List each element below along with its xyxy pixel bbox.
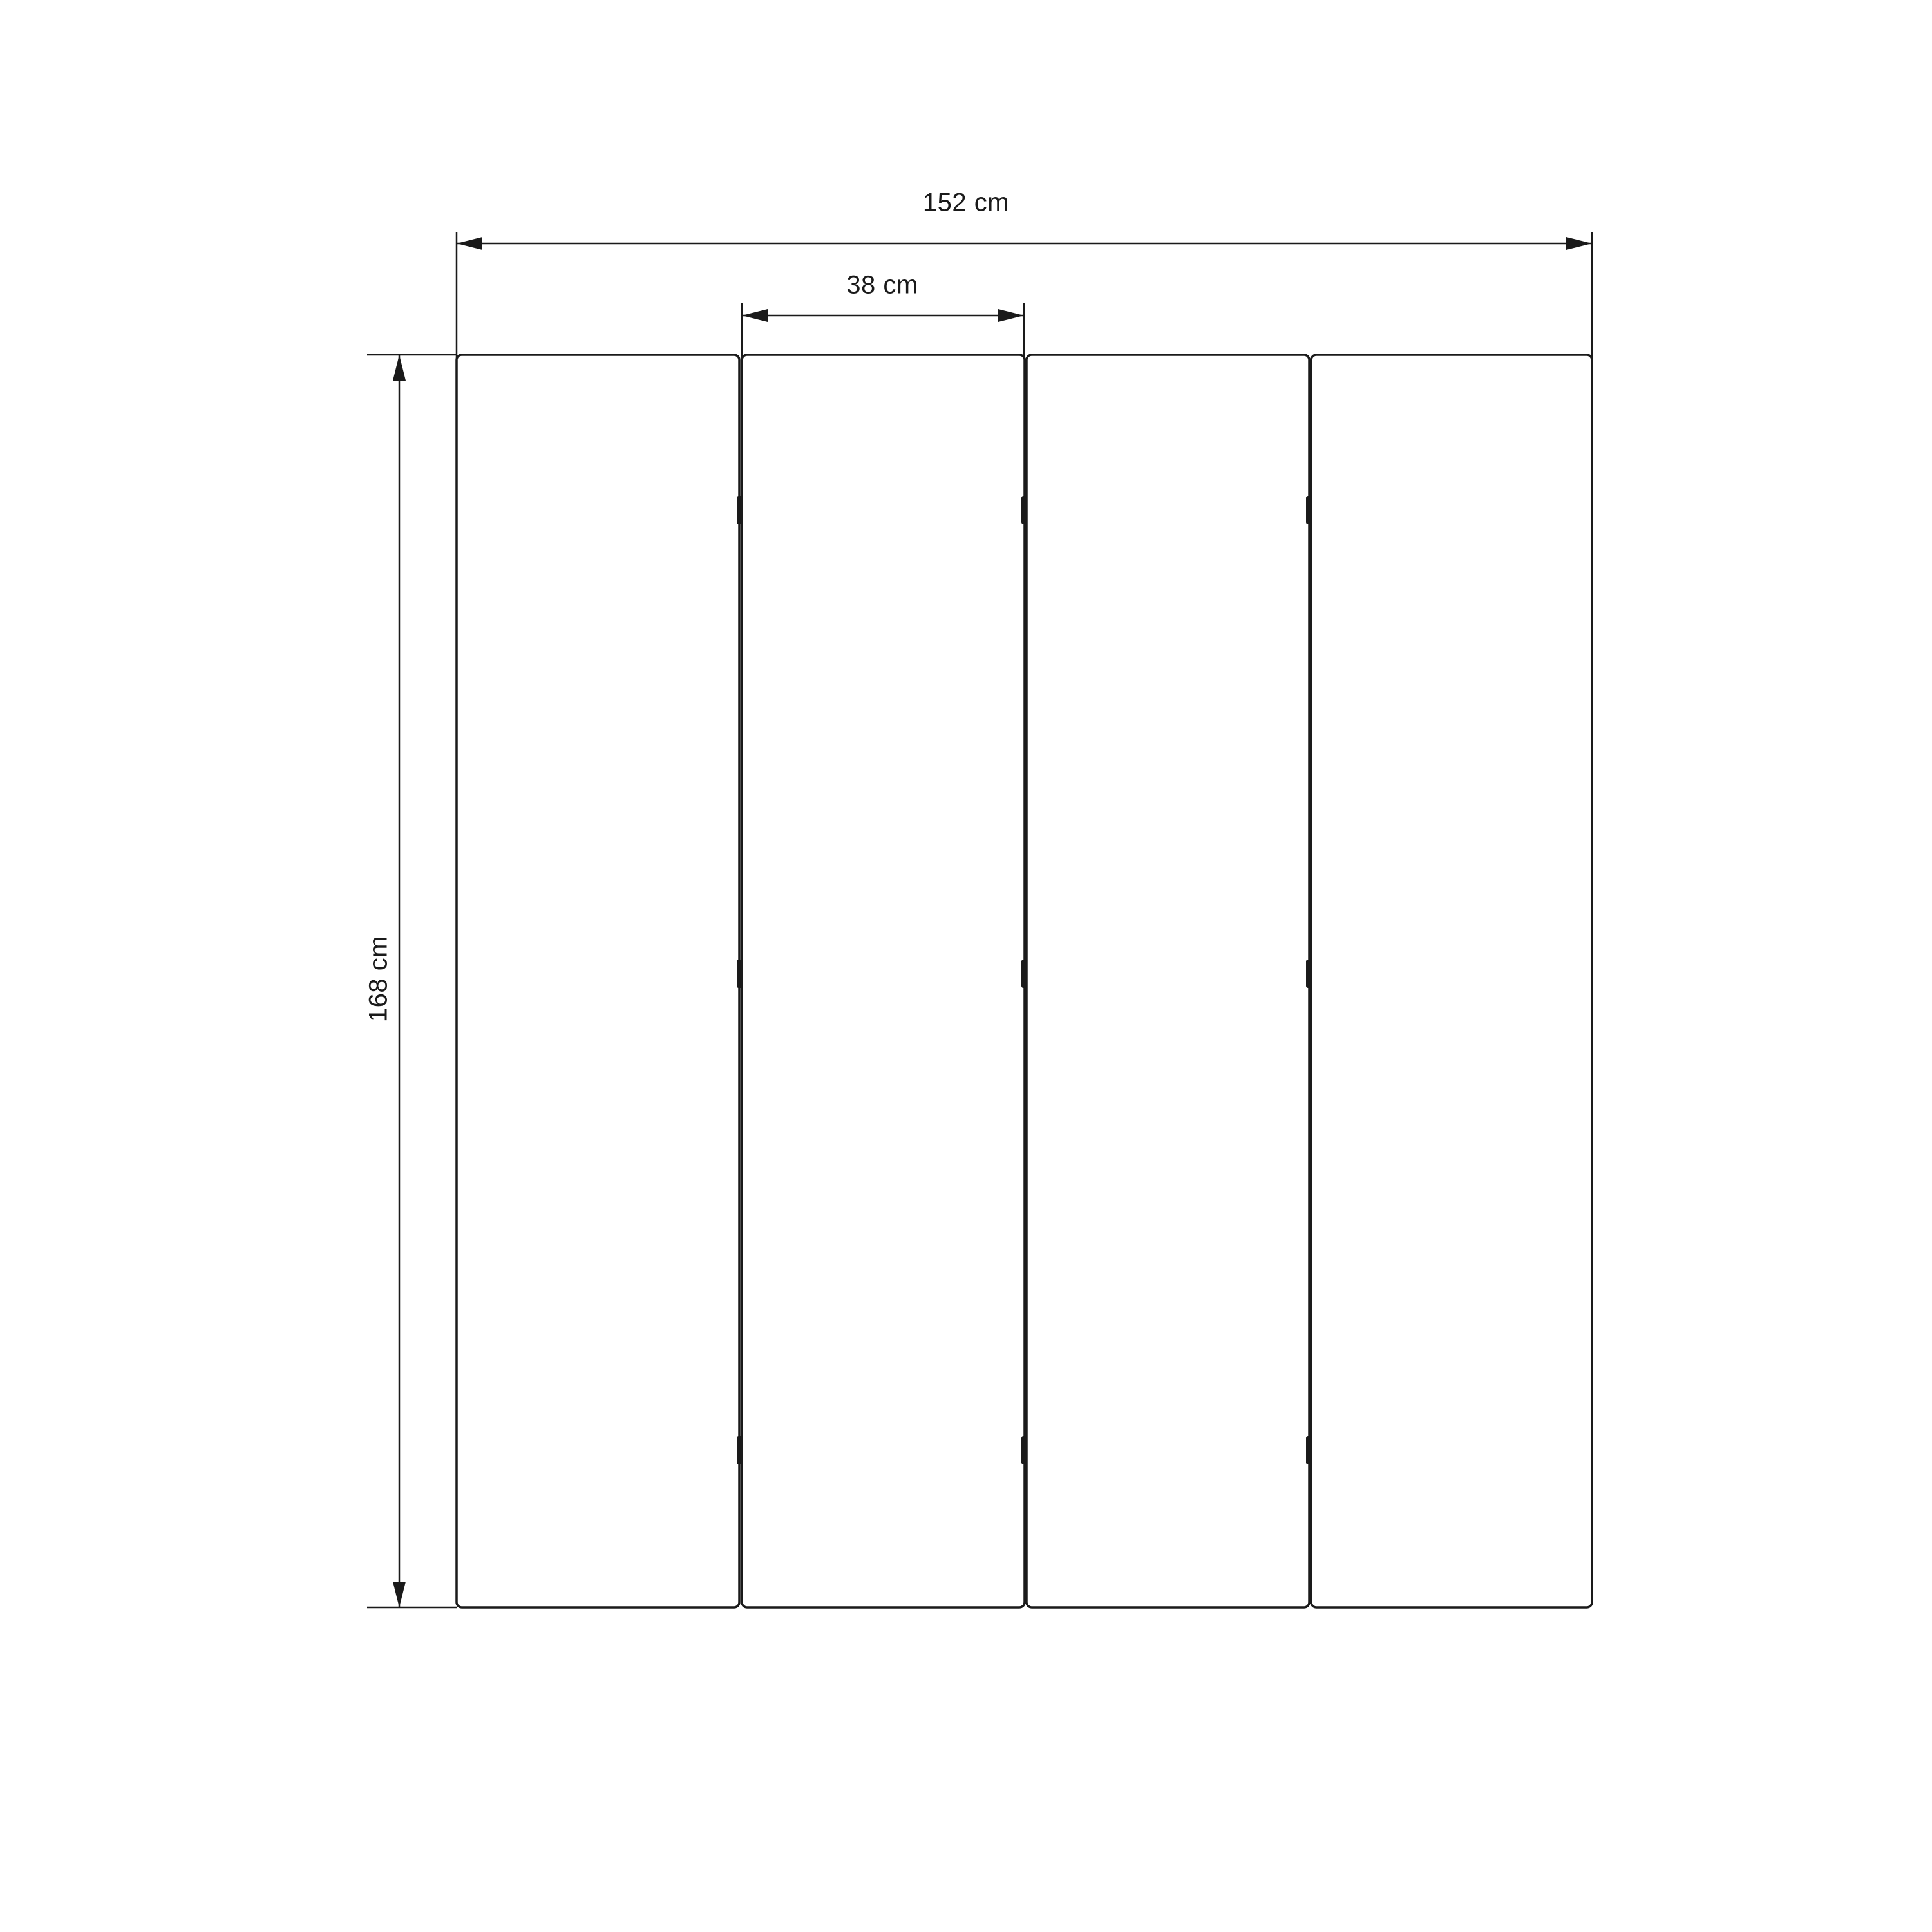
hinge-3-top [1306,496,1312,524]
panel-3 [1027,355,1309,1607]
panel-1 [457,355,739,1607]
dimension-label-height: 168 cm [364,935,393,1023]
hinge-1-bottom [737,1436,743,1464]
dimension-label-panel-width: 38 cm [846,270,918,299]
arrowhead-right-total [1566,237,1592,250]
arrowhead-bottom-height [393,1582,406,1607]
hinge-2-top [1021,496,1027,524]
panel-2 [742,355,1025,1607]
hinge-1-middle [737,960,743,988]
panel-4 [1311,355,1592,1607]
arrowhead-top-height [393,355,406,381]
arrowhead-left-panel [742,309,768,322]
dimension-line-panel-width [742,303,1024,361]
arrowhead-left-total [457,237,482,250]
hinge-2-middle [1021,960,1027,988]
dimension-label-total-width: 152 cm [922,188,1010,217]
arrowhead-right-panel [998,309,1024,322]
hinge-3-bottom [1306,1436,1312,1464]
hinge-2-bottom [1021,1436,1027,1464]
hinge-1-top [737,496,743,524]
hinge-3-middle [1306,960,1312,988]
